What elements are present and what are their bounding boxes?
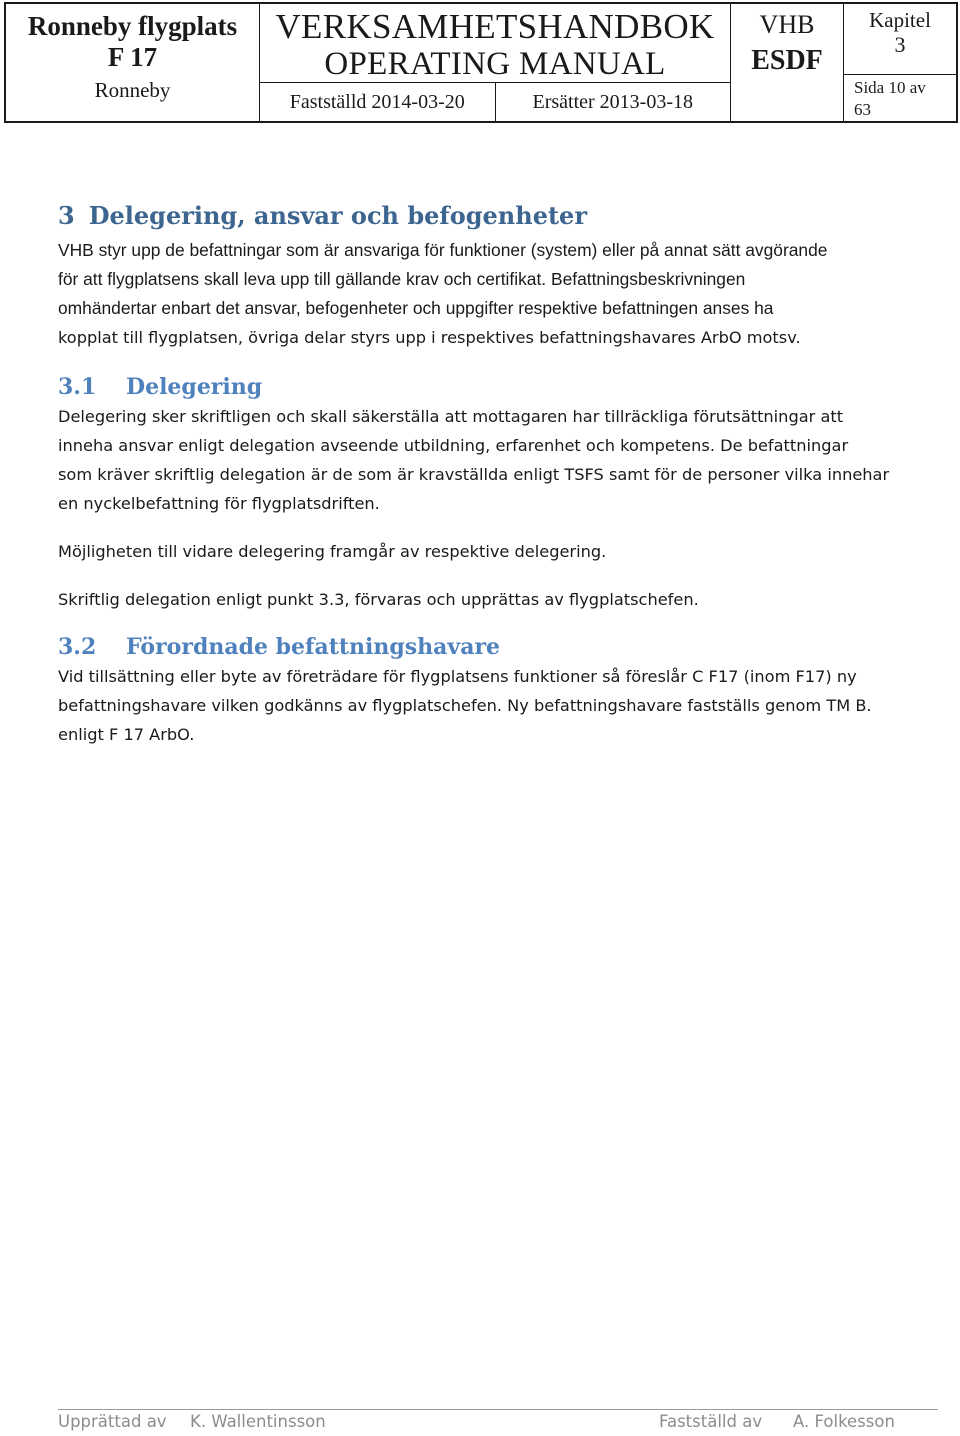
section-3-2-p1-line-2: befattningshavare vilken godkänns av flygplatschefen. Ny befattningshavare fastställs genom TM B. — [58, 696, 872, 715]
section-3-paragraph — [58, 236, 928, 352]
organization-location: Ronneby — [94, 78, 171, 102]
vhb-code: VHB — [759, 10, 815, 39]
section-3-body-line-2-tail: Befattningsbeskrivningen — [546, 269, 746, 289]
prepared-by-name: K. Wallentinsson — [190, 1412, 326, 1431]
document-title: VERKSAMHETSHANDBOK — [275, 7, 715, 46]
section-3-1-paragraph-2: Möjligheten till vidare delegering framgår av respektive delegering. — [58, 542, 607, 561]
header-title-cell — [260, 4, 731, 121]
section-3-1-title: Delegering — [126, 374, 263, 400]
chapter-number: 3 — [894, 32, 906, 57]
section-3-heading — [58, 200, 928, 232]
section-3-1-paragraph-3: Skriftlig delegation enligt punkt 3.3, förvaras och upprättas av flygplatschefen. — [58, 590, 699, 609]
established-date: Fastställd 2014-03-20 — [260, 83, 496, 121]
section-3-2-p1-line-3: enligt F 17 ArbO. — [58, 725, 195, 744]
replaces-date: Ersätter 2013-03-18 — [532, 91, 693, 113]
document-footer — [0, 1412, 960, 1434]
section-3-intro-line-2: för att flygplatsens skall leva upp till gällande krav och certifikat. — [58, 269, 547, 289]
header-titles — [260, 4, 730, 83]
approved-by-name: A. Folkesson — [793, 1412, 895, 1431]
prepared-by-label: Upprättad av — [58, 1412, 167, 1431]
section-3-body-line-4: kopplat till flygplatsen, övriga delar styrs upp i respektives befattningshavares ArbO motsv. — [58, 328, 801, 347]
footer-divider — [58, 1409, 938, 1410]
section-3-1-heading — [58, 372, 928, 402]
page-line-2: 63 — [854, 100, 871, 119]
document-header — [4, 2, 958, 123]
section-3-1-p1-line-1: Delegering sker skriftligen och skall säkerställa att mottagaren har tillräckliga förutsättningar att — [58, 407, 844, 426]
chapter-label: Kapitel — [869, 8, 931, 32]
section-3-1-p1-line-3: som kräver skriftlig delegation är de som är kravställda enligt TSFS samt för de personer vilka innehar — [58, 465, 890, 484]
document-body — [58, 200, 928, 749]
chapter-box — [844, 4, 956, 75]
section-3-1-p1-line-2: inneha ansvar enligt delegation avseende utbildning, erfarenhet och kompetens. De befattningar — [58, 436, 849, 455]
esdf-code: ESDF — [751, 45, 823, 76]
section-3-2-paragraph-1 — [58, 662, 928, 749]
section-3-line-2 — [58, 265, 928, 294]
header-organization-cell — [6, 4, 260, 121]
page-line-1: Sida 10 av — [854, 78, 926, 97]
section-3-2-p1-line-1: Vid tillsättning eller byte av företrädare för flygplatsens funktioner så föreslår C F17 (inom F17) ny — [58, 667, 857, 686]
section-3-body-line-3: omhändertar enbart det ansvar, befogenheter och uppgifter respektive befattningen anses ha — [58, 298, 774, 318]
section-3-2-heading — [58, 632, 928, 662]
header-code-cell — [731, 4, 844, 121]
section-3-intro-line-1: VHB styr upp de befattningar som är ansvariga för funktioner (system) eller på annat sätt avgörande — [58, 240, 828, 260]
section-3-1-p1-line-4: en nyckelbefattning för flygplatsdriften. — [58, 494, 380, 513]
document-subtitle: OPERATING MANUAL — [324, 46, 666, 82]
section-3-1-number: 3.1 — [58, 374, 97, 400]
approved-by-label: Fastställd av — [659, 1412, 763, 1431]
section-3-1-paragraph-1 — [58, 402, 928, 518]
section-3-title: Delegering, ansvar och befogenheter — [88, 201, 587, 230]
section-3-2-title: Förordnade befattningshavare — [126, 634, 501, 660]
organization-name: Ronneby flygplats — [27, 11, 238, 41]
page-number — [844, 75, 956, 121]
section-3-2-number: 3.2 — [58, 634, 97, 660]
header-chapter-cell — [844, 4, 956, 121]
header-dates — [260, 83, 730, 121]
organization-unit: F 17 — [107, 42, 158, 72]
section-3-number: 3 — [58, 201, 75, 230]
